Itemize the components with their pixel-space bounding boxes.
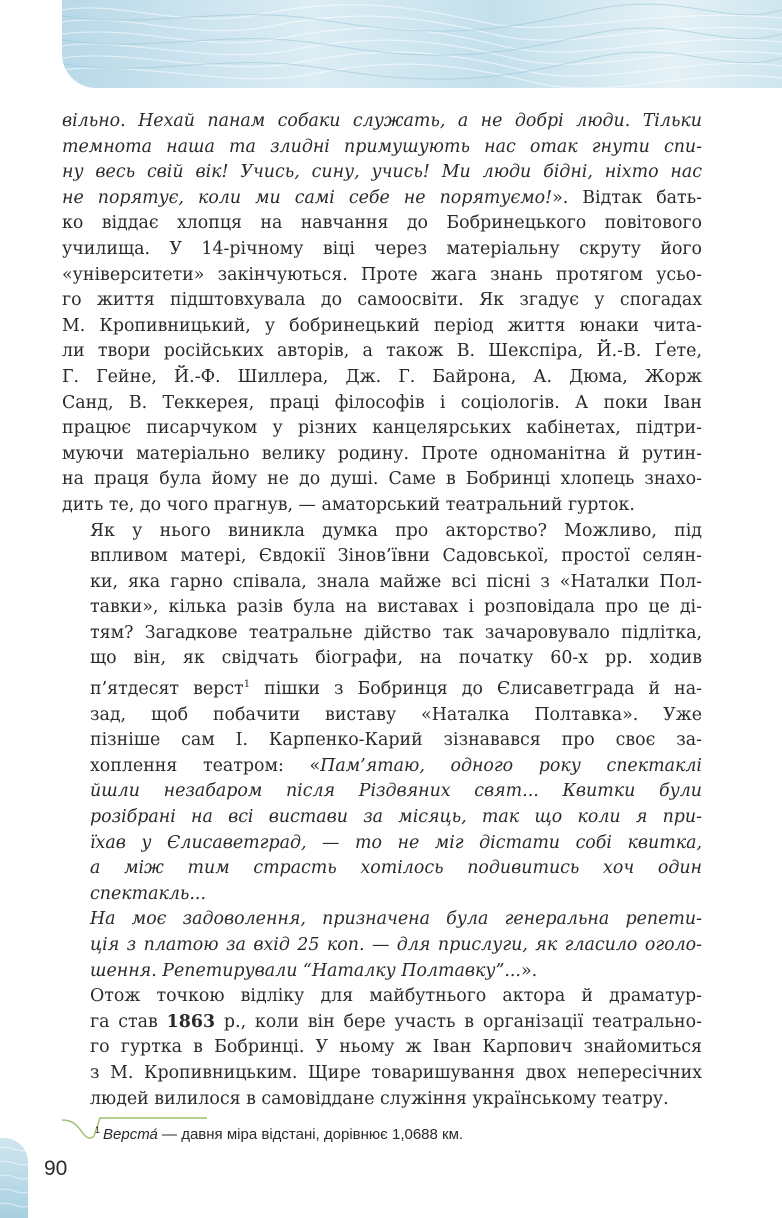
paragraph [62, 907, 702, 984]
text-line [62, 160, 702, 186]
text-line [62, 621, 702, 647]
text-line [62, 984, 702, 1010]
text-segment: «університети» закінчуються. Проте жага знань протягом усьо- [62, 264, 702, 285]
text-line [62, 754, 702, 780]
text-line [62, 391, 702, 417]
text-line [62, 109, 702, 135]
text-line [62, 544, 702, 570]
text-segment: го життя підштовхувала до самоосвіти. Як згадує у спогадах [62, 290, 702, 311]
text-line [62, 933, 702, 959]
decorative-header-banner [62, 0, 782, 88]
text-segment: училища. У 14-річному віці через матеріальну скруту його [62, 238, 702, 259]
text-line [62, 907, 702, 933]
text-line [62, 646, 702, 672]
text-segment: зад, щоб побачити виставу «Наталка Полтавка». Уже [90, 704, 702, 725]
text-segment: шення. Репетирували “Наталку Полтавку”... [90, 960, 521, 981]
text-segment: дить те, до чого прагнув, — аматорський театральний гурток. [62, 494, 635, 515]
text-line [62, 831, 702, 857]
text-segment: Санд, В. Теккерея, праці філософів і соціологів. А поки Іван [62, 392, 702, 413]
text-segment: п’ятдесят верст [90, 679, 244, 700]
text-segment: вільно. Нехай панам собаки служать, а не добрі люди. Тільки [62, 111, 702, 131]
text-segment: га став [90, 1011, 167, 1032]
footnote-definition: — давня міра відстані, дорівнює 1,0688 км. [157, 1126, 464, 1143]
text-line [62, 703, 702, 729]
decorative-corner [0, 1138, 28, 1218]
text-line [62, 779, 702, 805]
text-segment: що він, як свідчать біографи, на початку 60-х рр. ходив [90, 648, 702, 669]
text-segment: Отож точкою відліку для майбутнього актора й драматур- [90, 986, 702, 1007]
text-segment: ко віддає хлопця на навчання до Бобринецького повітового [62, 213, 702, 234]
text-segment: пішки з Бобринця до Єлисаветграда й на- [250, 679, 702, 700]
text-line [62, 237, 702, 263]
text-segment: тавки», кілька разів була на виставах і розповідала про це ді- [90, 597, 702, 618]
text-line [62, 570, 702, 596]
text-segment: ли твори російських авторів, а також В. Шекспіра, Й.-В. Ґете, [62, 341, 702, 362]
text-line [62, 467, 702, 493]
text-segment: 1863 [166, 1011, 216, 1032]
text-segment: не порятує, коли ми самі себе не порятуємо! [62, 187, 553, 208]
text-segment: Як у нього виникла думка про акторство? Можливо, під [90, 520, 702, 541]
text-segment: спектакль... [90, 883, 206, 904]
text-segment: М. Кропивницький, у бобринецький період життя юнаки чита- [62, 315, 702, 336]
text-segment: працює писарчуком у різних канцелярських кабінетах, підтри- [62, 418, 702, 439]
text-line [62, 1087, 702, 1113]
body-text [62, 109, 702, 1112]
text-segment: впливом матері, Євдокії Зінов’ївни Садовської, простої селян- [90, 546, 702, 567]
text-segment: ». Відтак бать- [552, 187, 703, 208]
text-line [62, 595, 702, 621]
paragraph [62, 984, 702, 1112]
text-segment: муючи матеріально велику родину. Проте одноманітна й рутин- [62, 443, 702, 464]
text-line [62, 882, 702, 908]
text-segment: Г. Гейне, Й.-Ф. Шиллера, Дж. Г. Байрона, А. Дюма, Жорж [62, 366, 702, 387]
text-line [62, 263, 702, 289]
text-segment: тям? Загадкове театральне дійство так зачаровувало підлітка, [90, 622, 702, 643]
text-segment: ція з платою за вхід 25 коп. — для прислуги, як гласило оголо- [90, 935, 702, 955]
wave-corner-icon [0, 1138, 28, 1218]
text-segment: на праця була йому не до душі. Саме в Бобринці хлопець знахо- [62, 469, 702, 490]
text-segment: а між тим страсть хотілось подивитись хоч один [90, 858, 702, 879]
footnote [95, 1125, 463, 1143]
page-number: 90 [44, 1157, 68, 1180]
text-segment: Пам’ятаю, одного року спектаклі [320, 755, 702, 776]
text-segment: ». [520, 960, 538, 981]
text-line [62, 728, 702, 754]
footnote-term: Верста́ [103, 1126, 158, 1143]
paragraph [62, 109, 702, 519]
footnote-marker: 1 [95, 1125, 101, 1135]
text-line [62, 186, 702, 212]
text-segment: хоплення театром: « [90, 755, 321, 776]
text-segment: з М. Кропивницьким. Щире товаришування двох непересічних [90, 1062, 702, 1083]
text-segment: р., коли він бере участь в організації театрально- [215, 1011, 702, 1032]
text-line [62, 288, 702, 314]
text-segment: темнота наша та злидні примушують нас отак гнути спи- [62, 136, 702, 157]
text-segment: розібрані на всі вистави за місяць, так що коли я при- [90, 807, 702, 828]
text-line [62, 856, 702, 882]
text-line [62, 519, 702, 545]
footnote-reference: 1 [243, 679, 251, 691]
text-segment: людей вилилося в самовіддане служіння українському театру. [90, 1088, 669, 1109]
text-line [62, 959, 702, 985]
text-line [62, 365, 702, 391]
text-line [62, 493, 702, 519]
text-line [62, 672, 702, 703]
paragraph [62, 519, 702, 908]
text-line [62, 135, 702, 161]
text-line [62, 1010, 702, 1036]
text-line [62, 1035, 702, 1061]
text-line [62, 416, 702, 442]
text-segment: ну весь свій вік! Учись, сину, учись! Ми люди бідні, ніхто нас [62, 162, 702, 183]
text-segment: пізніше сам І. Карпенко-Карий зізнавався про своє за- [90, 730, 702, 751]
text-segment: їхав у Єлисаветград, — то не міг дістати собі квитка, [90, 832, 702, 853]
text-line [62, 442, 702, 468]
text-segment: ки, яка гарно співала, знала майже всі пісні з «Наталки Пол- [90, 571, 702, 592]
text-line [62, 339, 702, 365]
text-line [62, 1061, 702, 1087]
text-line [62, 314, 702, 340]
text-segment: го гуртка в Бобринці. У ньому ж Іван Карпович знайомиться [90, 1037, 702, 1058]
text-segment: йшли незабаром після Різдвяних свят... Квитки були [90, 781, 702, 802]
text-line [62, 211, 702, 237]
text-segment: На моє задоволення, призначена була генеральна репети- [90, 909, 702, 930]
text-line [62, 805, 702, 831]
wave-pattern-icon [62, 0, 782, 88]
